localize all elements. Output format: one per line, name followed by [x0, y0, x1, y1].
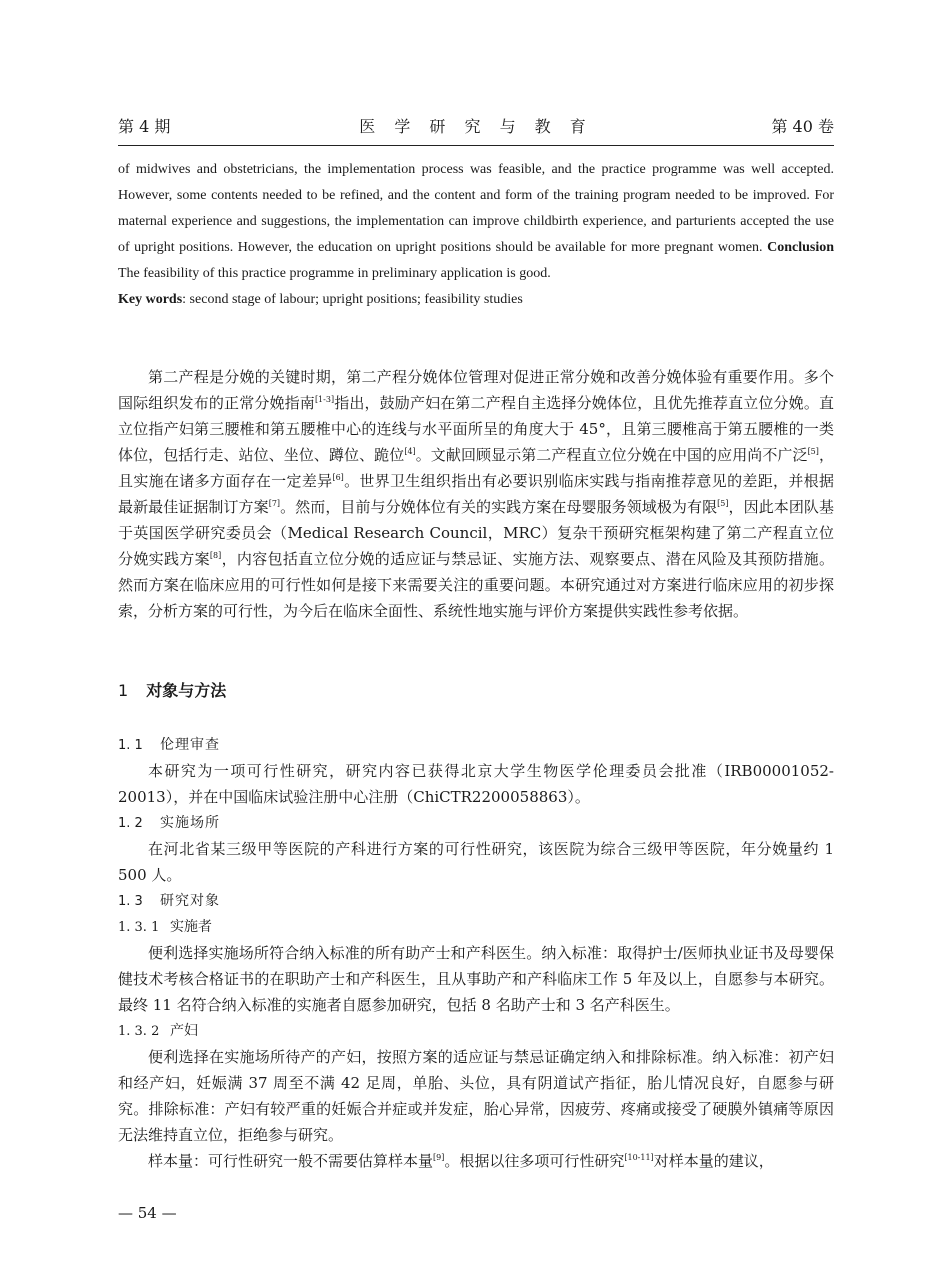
subsubsection-number: 1. 3. 1: [118, 920, 160, 935]
sample-text: 对样本量的建议，: [653, 1152, 774, 1170]
subsubsection-heading-parturients: [118, 1018, 834, 1044]
intro-text: 第二产程是分娩的关键时期，第二产程分娩体位管理对促进正常分娩和改善分娩体验有重要作用。多个国际组织发布的正常分娩指南: [118, 368, 834, 412]
subsection-number: 1. 1: [118, 738, 143, 753]
intro-text: 。然而，目前与分娩体位有关的实践方案在母婴服务领域极为有限: [280, 498, 718, 516]
subsection-title: 实施场所: [160, 815, 220, 831]
keywords-line: [118, 287, 834, 313]
keywords-text: : second stage of labour; upright positions; feasibility studies: [182, 292, 523, 307]
intro-paragraph: [118, 364, 834, 624]
english-abstract: [118, 157, 834, 313]
intro-text: ，因此本团队基于英国医学研究委员会（Medical Research Council，MRC）复杂干预研究框架构建了第二产程直立位分娩实践方案: [118, 498, 834, 568]
journal-name: 医 学 研 究 与 教 育: [359, 117, 593, 136]
intro-text: ，内容包括直立位分娩的适应证与禁忌证、实施方法、观察要点、潜在风险及其预防措施。然而方案在临床应用的可行性如何是接下来需要关注的重要问题。本研究通过对方案进行临床应用的初步探索，分析方案的可行性，为今后在临床全面性、系统性地实施与评价方案提供实践性参考依据。: [118, 550, 834, 620]
page-number: — 54 —: [118, 1204, 177, 1222]
conclusion-label: Conclusion: [767, 240, 835, 255]
subsubsection-title: 产妇: [170, 1023, 198, 1039]
citation: [5]: [717, 499, 729, 508]
subsubsection-heading-implementers: [118, 914, 834, 940]
conclusion-text: The feasibility of this practice programme in preliminary application is good.: [118, 266, 551, 281]
section-number: 1: [118, 681, 129, 700]
abstract-results-text: of midwives and obstetricians, the implementation process was feasible, and the practice programme was well accepted. However, some contents needed to be refined, and the content and form of the training program needed to be improved. For maternal experience and suggestions, the implementation can improve childbirth experience, and parturients accepted the use of upright positions. However, the education on upright positions should be available for more pregnant women.: [118, 162, 834, 255]
subsection-heading-ethics: [118, 732, 834, 758]
subsubsection-title: 实施者: [170, 919, 212, 935]
subsubsection-number: 1. 3. 2: [118, 1024, 160, 1039]
section-title: 对象与方法: [146, 681, 227, 700]
sample-size-paragraph: [118, 1148, 834, 1174]
section-heading: [118, 678, 226, 704]
sample-text: 。根据以往多项可行性研究: [444, 1152, 625, 1170]
sample-text: 样本量：可行性研究一般不需要估算样本量: [148, 1152, 434, 1170]
citation: [6]: [332, 473, 344, 482]
keywords-label: Key words: [118, 292, 183, 307]
citation: [5]: [807, 447, 819, 456]
intro-text: 指出，鼓励产妇在第二产程自主选择分娩体位，且优先推荐直立位分娩。直立位指产妇第三腰椎和第五腰椎中心的连线与水平面所呈的角度大于 45°，且第三腰椎高于第五腰椎的一类体位，包括行走、站位、坐位、蹲位、跪位: [118, 394, 834, 464]
subsection-title: 伦理审查: [160, 737, 220, 753]
issue-number: 第 4 期: [118, 117, 171, 136]
section-body: [118, 732, 834, 1174]
citation: [4]: [404, 447, 416, 456]
citation: [9]: [433, 1153, 445, 1162]
running-header: [118, 112, 834, 142]
parturients-paragraph: 便利选择在实施场所待产的产妇，按照方案的适应证与禁忌证确定纳入和排除标准。纳入标准：初产妇和经产妇，妊娠满 37 周至不满 42 足周，单胎、头位，具有阴道试产指征，胎儿情况良好，自愿参与研究。排除标准：产妇有较严重的妊娠合并症或并发症，胎心异常，因疲劳、疼痛或接受了硬膜外镇痛等原因无法维持直立位，拒绝参与研究。: [118, 1048, 834, 1144]
implementers-paragraph: 便利选择实施场所符合纳入标准的所有助产士和产科医生。纳入标准：取得护士/医师执业证书及母婴保健技术考核合格证书的在职助产士和产科医生，且从事助产和产科临床工作 5 年及以上，自愿参与本研究。最终 11 名符合纳入标准的实施者自愿参加研究，包括 8 名助产士和 3 名产科医生。: [118, 944, 834, 1014]
intro-text: ，且实施在诸多方面存在一定差异: [118, 446, 834, 490]
setting-paragraph: 在河北省某三级甲等医院的产科进行方案的可行性研究，该医院为综合三级甲等医院，年分娩量约 1 500 人。: [118, 840, 834, 884]
volume-number: 第 40 卷: [771, 117, 834, 136]
citation: [10-11]: [624, 1153, 654, 1162]
subsection-number: 1. 3: [118, 894, 143, 909]
subsection-heading-setting: [118, 810, 834, 836]
header-rule: [118, 145, 834, 146]
abstract-paragraph: [118, 157, 834, 287]
subsection-title: 研究对象: [160, 893, 220, 909]
citation: [1-3]: [314, 395, 335, 404]
subsection-heading-subjects: [118, 888, 834, 914]
ethics-paragraph: 本研究为一项可行性研究，研究内容已获得北京大学生物医学伦理委员会批准（IRB00001052-20013），并在中国临床试验注册中心注册（ChiCTR2200058863）。: [118, 762, 834, 806]
introduction: [118, 364, 834, 624]
intro-text: 。世界卫生组织指出有必要识别临床实践与指南推荐意见的差距，并根据最新最佳证据制订方案: [118, 472, 834, 516]
intro-text: 。文献回顾显示第二产程直立位分娩在中国的应用尚不广泛: [415, 446, 808, 464]
citation: [8]: [209, 551, 222, 560]
subsection-number: 1. 2: [118, 816, 143, 831]
citation: [7]: [268, 499, 281, 508]
